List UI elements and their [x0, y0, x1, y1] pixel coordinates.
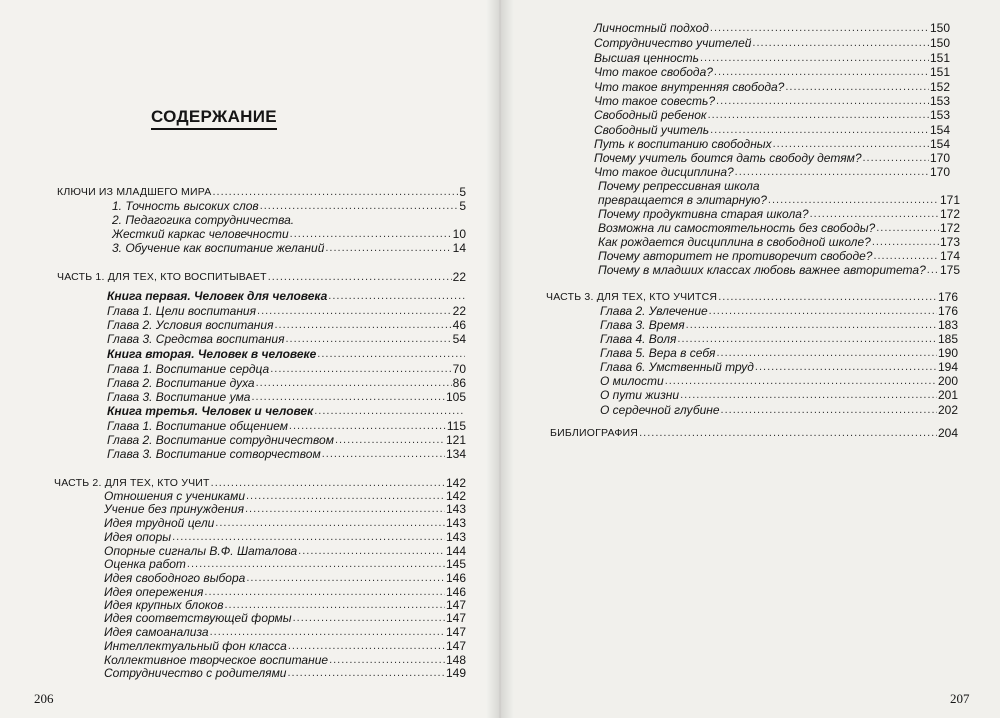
dot-leader	[752, 36, 929, 50]
toc-entry-page: 202	[937, 403, 958, 417]
toc-entry	[104, 666, 466, 680]
toc-entry-title: Свободный учитель	[594, 123, 710, 137]
toc-entry-title: Идея опережения	[104, 585, 204, 599]
toc-entry	[594, 137, 950, 151]
toc-entry	[54, 476, 466, 490]
toc-entry-title: Почему учитель боится дать свободу детям?	[594, 151, 862, 165]
toc-entry	[104, 544, 466, 558]
dot-leader	[755, 360, 937, 374]
toc-entry-page: 143	[445, 530, 466, 544]
dot-leader	[204, 585, 445, 599]
toc-entry	[594, 151, 950, 165]
dot-leader	[298, 544, 445, 558]
toc-entry	[600, 388, 958, 402]
toc-entry	[107, 419, 466, 433]
toc-entry-title: Что такое внутренняя свобода?	[594, 80, 785, 94]
toc-entry-title: Жесткий каркас человечности	[112, 227, 289, 241]
toc-entry	[107, 332, 466, 346]
toc-entry-title: Коллективное творческое воспитание	[104, 653, 329, 667]
toc-entry	[600, 318, 958, 332]
toc-entry-title: О сердечной глубине	[600, 403, 720, 417]
dot-leader	[686, 318, 937, 332]
dot-leader	[768, 193, 939, 207]
toc-entry-title: Высшая ценность	[594, 51, 699, 65]
toc-entry	[112, 241, 466, 255]
dot-leader	[677, 332, 937, 346]
toc-entry-page: 147	[445, 639, 466, 653]
toc-entry	[600, 304, 958, 318]
toc-entry	[594, 165, 950, 179]
toc-entry-title: Идея опоры	[104, 530, 172, 544]
toc-entry-title: Почему авторитет не противоречит свободе?	[598, 249, 873, 263]
toc-entry-page: 151	[929, 51, 950, 65]
dot-leader	[700, 51, 929, 65]
toc-entry-page: 121	[445, 433, 466, 447]
toc-entry	[546, 290, 958, 304]
toc-entry	[104, 585, 466, 599]
toc-entry-page: 153	[929, 108, 950, 122]
dot-leader	[251, 390, 445, 404]
toc-entry-title: Идея соответствующей формы	[104, 611, 292, 625]
toc-entry-title: Глава 4. Воля	[600, 332, 677, 346]
toc-entry-title: Книга вторая. Человек в человеке	[107, 347, 317, 361]
toc-entry	[104, 571, 466, 585]
toc-entry	[598, 249, 960, 263]
toc-entry	[104, 489, 466, 503]
toc-entry	[600, 332, 958, 346]
toc-entry	[104, 530, 466, 544]
dot-leader	[290, 227, 452, 241]
toc-entry	[600, 403, 958, 417]
toc-entry-title: Почему репрессивная школа	[598, 179, 760, 193]
toc-entry	[600, 346, 958, 360]
dot-leader	[246, 571, 445, 585]
toc-entry-title: Глава 6. Умственный труд	[600, 360, 754, 374]
dot-leader	[317, 347, 465, 361]
toc-entry-page: 134	[445, 447, 466, 461]
toc-entry-title: ЧАСТЬ 1. ДЛЯ ТЕХ, КТО ВОСПИТЫВАЕТ	[57, 271, 267, 283]
dot-leader	[275, 318, 452, 332]
toc-entry	[107, 404, 466, 418]
toc-entry-page: 143	[445, 516, 466, 530]
toc-entry-page: 200	[937, 374, 958, 388]
toc-entry-title: Сотрудничество с родителями	[104, 666, 287, 680]
toc-entry	[104, 516, 466, 530]
toc-entry	[598, 263, 960, 277]
toc-entry	[107, 376, 466, 390]
dot-leader	[257, 304, 452, 318]
toc-entry-title: Глава 1. Воспитание общением	[107, 419, 288, 433]
toc-entry	[104, 625, 466, 639]
toc-entry-title: Что такое совесть?	[594, 94, 716, 108]
page-number-right: 207	[950, 691, 970, 706]
dot-leader	[863, 151, 929, 165]
toc-entry	[598, 235, 960, 249]
toc-entry	[112, 213, 466, 227]
dot-leader	[710, 21, 929, 35]
toc-entry	[104, 653, 466, 667]
toc-entry-page: 173	[939, 235, 960, 249]
toc-entry-page: 170	[929, 151, 950, 165]
toc-entry-page: 142	[445, 489, 466, 503]
dot-leader	[721, 403, 937, 417]
dot-leader	[289, 419, 446, 433]
dot-leader	[716, 94, 929, 108]
toc-entry-page: 204	[937, 426, 958, 440]
dot-leader	[245, 502, 445, 516]
dot-leader	[260, 199, 459, 213]
toc-entry	[104, 611, 466, 625]
dot-leader	[246, 489, 445, 503]
toc-entry-title: Глава 2. Воспитание сотрудничеством	[107, 433, 334, 447]
dot-leader	[873, 249, 939, 263]
dot-leader	[270, 362, 451, 376]
toc-entry-title: превращается в элитарную?	[598, 193, 767, 207]
toc-entry-page: 147	[445, 625, 466, 639]
toc-entry-title: Глава 3. Время	[600, 318, 685, 332]
toc-entry-title: Идея свободного выбора	[104, 571, 246, 585]
toc-entry-title: Как рождается дисциплина в свободной школе?	[598, 235, 871, 249]
dot-leader	[710, 123, 929, 137]
toc-entry	[594, 65, 950, 79]
dot-leader	[210, 625, 445, 639]
toc-entry-title: Книга третья. Человек и человек	[107, 404, 314, 418]
dot-leader	[325, 241, 451, 255]
toc-entry-page: 147	[445, 611, 466, 625]
toc-entry-page: 152	[929, 80, 950, 94]
toc-entry	[594, 51, 950, 65]
toc-entry	[104, 502, 466, 516]
dot-leader	[876, 221, 939, 235]
toc-entry-page: 151	[929, 65, 950, 79]
toc-entry-title: О пути жизни	[600, 388, 680, 402]
dot-leader	[665, 374, 937, 388]
dot-leader	[927, 263, 939, 277]
toc-entry	[594, 94, 950, 108]
toc-entry-page: 176	[937, 290, 958, 304]
toc-entry-title: Интеллектуальный фон класса	[104, 639, 287, 653]
toc-entry-page: 190	[937, 346, 958, 360]
toc-entry-page: 176	[937, 304, 958, 318]
dot-leader	[322, 447, 445, 461]
toc-entry-title: О милости	[600, 374, 664, 388]
toc-entry-page: 175	[939, 263, 960, 277]
toc-entry-page: 154	[929, 123, 950, 137]
toc-entry	[107, 362, 466, 376]
dot-leader	[288, 639, 445, 653]
toc-entry	[107, 390, 466, 404]
toc-entry	[107, 433, 466, 447]
page-number-left: 206	[34, 691, 54, 706]
toc-entry	[107, 318, 466, 332]
dot-leader	[211, 476, 445, 490]
dot-leader	[718, 290, 937, 304]
toc-entry-title: Глава 3. Воспитание ума	[107, 390, 251, 404]
toc-entry-page: 5	[459, 199, 466, 213]
toc-entry-page: 143	[445, 502, 466, 516]
dot-leader	[328, 289, 465, 303]
toc-entry-page: 10	[452, 227, 466, 241]
toc-entry	[600, 374, 958, 388]
toc-entry-page: 147	[445, 598, 466, 612]
dot-leader	[335, 433, 445, 447]
toc-entry	[57, 185, 466, 199]
toc-entry-page: 46	[452, 318, 466, 332]
toc-entry-title: Глава 2. Условия воспитания	[107, 318, 274, 332]
toc-entry-title: ЧАСТЬ 3. ДЛЯ ТЕХ, КТО УЧИТСЯ	[546, 291, 718, 303]
toc-entry-title: 1. Точность высоких слов	[112, 199, 259, 213]
toc-entry-title: БИБЛИОГРАФИЯ	[550, 427, 639, 439]
toc-entry-page: 146	[445, 571, 466, 585]
toc-entry-title: Глава 2. Воспитание духа	[107, 376, 255, 390]
toc-entry-title: Путь к воспитанию свободных	[594, 137, 772, 151]
page-title: СОДЕРЖАНИЕ	[151, 107, 277, 130]
toc-entry-page: 149	[445, 666, 466, 680]
toc-entry-title: Идея трудной цели	[104, 516, 215, 530]
toc-entry-title: Свободный ребенок	[594, 108, 707, 122]
toc-entry-title: Отношения с учениками	[104, 489, 245, 503]
toc-entry-page: 171	[939, 193, 960, 207]
toc-entry-page: 144	[445, 544, 466, 558]
toc-entry	[594, 108, 950, 122]
toc-entry-page: 54	[452, 332, 466, 346]
toc-entry-title: Идея самоанализа	[104, 625, 209, 639]
toc-entry	[104, 557, 466, 571]
toc-entry-page: 185	[937, 332, 958, 346]
toc-entry-title: Глава 5. Вера в себя	[600, 346, 716, 360]
toc-entry-title: Глава 1. Воспитание сердца	[107, 362, 270, 376]
dot-leader	[708, 108, 929, 122]
toc-entry-page: 172	[939, 221, 960, 235]
toc-entry-page: 146	[445, 585, 466, 599]
toc-entry-title: Глава 3. Средства воспитания	[107, 332, 285, 346]
right-page	[500, 0, 1000, 718]
toc-entry-title: Личностный подход	[594, 21, 709, 35]
toc-entry	[594, 80, 950, 94]
toc-entry-page: 153	[929, 94, 950, 108]
dot-leader	[314, 404, 465, 418]
toc-entry-page: 14	[452, 241, 466, 255]
toc-entry	[594, 36, 950, 50]
toc-entry	[107, 447, 466, 461]
toc-entry-title: ЧАСТЬ 2. ДЛЯ ТЕХ, КТО УЧИТ	[54, 477, 210, 489]
dot-leader	[224, 598, 444, 612]
dot-leader	[172, 530, 445, 544]
toc-entry-page: 5	[459, 185, 466, 199]
toc-entry-title: 3. Обучение как воспитание желаний	[112, 241, 325, 255]
dot-leader	[785, 80, 929, 94]
dot-leader	[293, 611, 445, 625]
toc-entry	[107, 347, 466, 361]
toc-entry-page: 174	[939, 249, 960, 263]
toc-entry-title: Почему продуктивна старая школа?	[598, 207, 809, 221]
dot-leader	[285, 332, 451, 346]
toc-entry-page: 183	[937, 318, 958, 332]
dot-leader	[287, 666, 444, 680]
dot-leader	[810, 207, 939, 221]
toc-entry-page: 70	[452, 362, 466, 376]
toc-entry-title: Идея крупных блоков	[104, 598, 224, 612]
toc-entry-title: Глава 2. Увлечение	[600, 304, 708, 318]
toc-entry-page: 154	[929, 137, 950, 151]
toc-entry-page: 148	[445, 653, 466, 667]
dot-leader	[256, 376, 452, 390]
toc-entry-page: 142	[445, 476, 466, 490]
book-gutter	[486, 0, 514, 718]
toc-entry	[57, 270, 466, 284]
dot-leader	[735, 165, 929, 179]
toc-entry	[600, 360, 958, 374]
toc-entry	[104, 639, 466, 653]
dot-leader	[714, 65, 929, 79]
dot-leader	[268, 270, 452, 284]
toc-entry-title: Глава 3. Воспитание сотворчеством	[107, 447, 321, 461]
toc-entry-page: 22	[452, 304, 466, 318]
toc-entry-page: 170	[929, 165, 950, 179]
dot-leader	[215, 516, 445, 530]
toc-entry-page: 105	[445, 390, 466, 404]
dot-leader	[639, 426, 937, 440]
toc-entry	[598, 221, 960, 235]
toc-entry	[550, 426, 958, 440]
toc-entry	[107, 304, 466, 318]
toc-entry-page: 115	[446, 419, 466, 433]
toc-entry	[112, 199, 466, 213]
toc-entry	[598, 193, 960, 207]
toc-entry	[104, 598, 466, 612]
dot-leader	[329, 653, 445, 667]
toc-entry	[112, 227, 466, 241]
toc-entry-title: КЛЮЧИ ИЗ МЛАДШЕГО МИРА	[57, 186, 212, 198]
toc-entry-title: Глава 1. Цели воспитания	[107, 304, 257, 318]
toc-entry-title: Что такое дисциплина?	[594, 165, 734, 179]
toc-entry-page: 22	[452, 270, 466, 284]
toc-entry-title: Книга первая. Человек для человека	[107, 289, 328, 303]
dot-leader	[187, 557, 445, 571]
toc-entry-title: Опорные сигналы В.Ф. Шаталова	[104, 544, 298, 558]
toc-entry	[594, 21, 950, 35]
toc-entry-title: Учение без принуждения	[104, 502, 244, 516]
dot-leader	[773, 137, 929, 151]
toc-entry-page: 145	[445, 557, 466, 571]
toc-entry-page: 86	[452, 376, 466, 390]
toc-entry-page: 150	[929, 21, 950, 35]
toc-entry-title: Возможна ли самостоятельность без свободы?	[598, 221, 876, 235]
toc-entry	[594, 123, 950, 137]
toc-entry-title: Оценка работ	[104, 557, 186, 571]
toc-entry-title: Почему в младших классах любовь важнее авторитета?	[598, 263, 926, 277]
dot-leader	[680, 388, 937, 402]
toc-entry-title: Сотрудничество учителей	[594, 36, 752, 50]
toc-entry-page: 194	[937, 360, 958, 374]
dot-leader	[716, 346, 937, 360]
toc-entry	[107, 289, 466, 303]
toc-entry-title: Что такое свобода?	[594, 65, 713, 79]
toc-entry-page: 172	[939, 207, 960, 221]
toc-entry	[598, 179, 950, 193]
dot-leader	[872, 235, 939, 249]
toc-entry-page: 150	[929, 36, 950, 50]
toc-entry	[598, 207, 960, 221]
toc-entry-page: 201	[937, 388, 958, 402]
dot-leader	[212, 185, 458, 199]
dot-leader	[709, 304, 937, 318]
toc-entry-title: 2. Педагогика сотрудничества.	[112, 213, 295, 227]
